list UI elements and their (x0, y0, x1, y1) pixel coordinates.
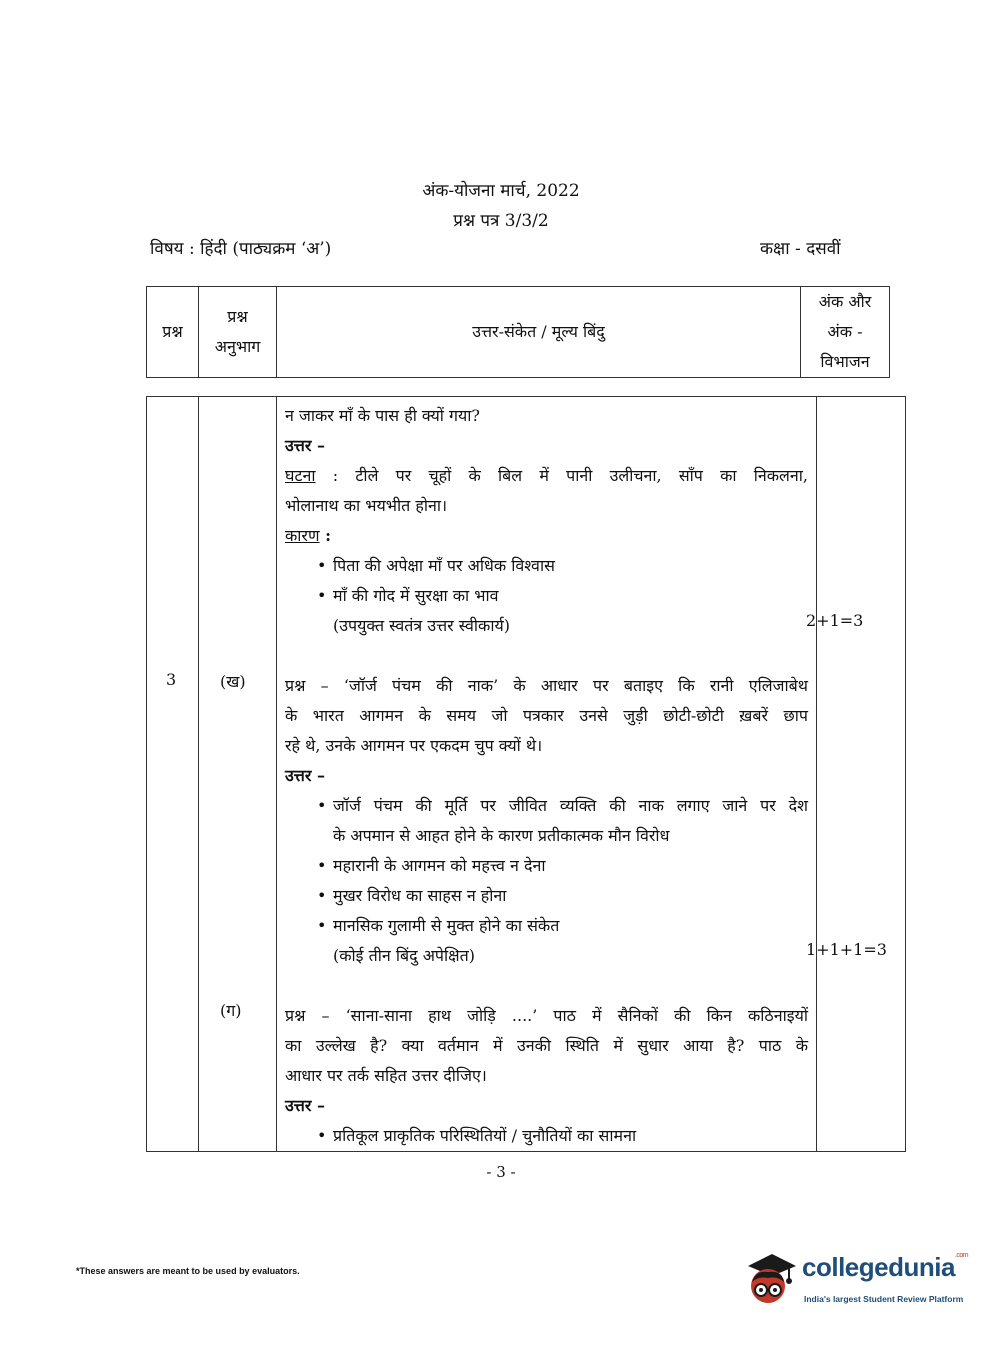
part-label-ga: (ग) (220, 1001, 242, 1020)
answer-line: कारण : (285, 526, 332, 545)
question-number: 3 (166, 670, 177, 689)
question-line: प्रश्न – ‘साना-साना हाथ जोड़ि ....’ पाठ में सैनिकों की किन कठिनाइयों (285, 1006, 808, 1025)
spacer (285, 971, 808, 1001)
marks-value: 1+1+1=3 (806, 940, 887, 959)
col-question: प्रश्न (147, 287, 199, 378)
question-line: प्रश्न – ‘जॉर्ज पंचम की नाक’ के आधार पर बताइए कि रानी एलिजाबेथ (285, 676, 808, 695)
question-line: के भारत आगमन के समय जो पत्रकार उनसे जुड़ी छोटी-छोटी ख़बरें छाप (285, 706, 808, 725)
col-marks: अंक और अंक - विभाजन (801, 287, 890, 378)
bullet-continuation: के अपमान से आहत होने के कारण प्रतीकात्मक मौन विरोध (333, 826, 670, 845)
document-title: अंक-योजना मार्च, 2022 (422, 181, 580, 201)
part-cell (199, 397, 277, 1152)
bullet-item: • महारानी के आगमन को महत्त्व न देना (309, 851, 808, 881)
answer-heading: उत्तर – (285, 436, 325, 455)
paper-code: प्रश्न पत्र 3/3/2 (453, 211, 549, 231)
col-answer: उत्तर-संकेत / मूल्य बिंदु (277, 287, 801, 378)
bullet-item: • मुखर विरोध का साहस न होना (309, 881, 808, 911)
footer-note: *These answers are meant to be used by evaluators. (76, 1266, 300, 1276)
question-cell (147, 397, 199, 1152)
page-number: - 3 - (486, 1163, 516, 1181)
answer-line: घटना : टीले पर चूहों के बिल में पानी उलीचना, साँप का निकलना, (285, 466, 808, 485)
col-part: प्रश्न अनुभाग (199, 287, 277, 378)
logo-wordmark: collegedunia$^{.com}$ (802, 1252, 969, 1282)
bullet-item: • माँ की गोद में सुरक्षा का भाव (309, 581, 808, 611)
collegedunia-logo[interactable] (742, 1250, 972, 1320)
answer-cell (277, 397, 817, 1152)
logo-tagline: India's largest Student Review Platform (804, 1294, 964, 1304)
answer-heading: उत्तर – (285, 1096, 325, 1115)
part-label-kha: (ख) (220, 672, 246, 691)
mascot-icon (742, 1250, 798, 1312)
answer-line: भोलानाथ का भयभीत होना। (285, 496, 448, 515)
answer-note: (कोई तीन बिंदु अपेक्षित) (333, 946, 475, 965)
question-line: रहे थे, उनके आगमन पर एकदम चुप क्यों थे। (285, 736, 543, 755)
marks-cell (817, 397, 906, 1152)
question-line: का उल्लेख है? क्या वर्तमान में उनकी स्थिति में सुधार आया है? पाठ के (285, 1036, 808, 1055)
subject-label: विषय : हिंदी (पाठ्यक्रम ‘अ’) (150, 239, 332, 259)
column-header-table (146, 286, 890, 378)
question-line: आधार पर तर्क सहित उत्तर दीजिए। (285, 1066, 487, 1085)
answer-line: न जाकर माँ के पास ही क्यों गया? (285, 406, 481, 425)
marks-value: 2+1=3 (806, 611, 864, 630)
answer-heading: उत्तर – (285, 766, 325, 785)
answer-table (146, 396, 906, 1152)
class-label: कक्षा - दसवीं (760, 239, 841, 259)
spacer (285, 641, 808, 671)
bullet-item: • पिता की अपेक्षा माँ पर अधिक विश्वास (309, 551, 808, 581)
bullet-item: • मानसिक गुलामी से मुक्त होने का संकेत (309, 911, 808, 941)
bullet-item: • जॉर्ज पंचम की मूर्ति पर जीवित व्यक्ति की नाक लगाए जाने पर देश (309, 791, 808, 821)
answer-note: (उपयुक्त स्वतंत्र उत्तर स्वीकार्य) (333, 616, 510, 635)
bullet-item: • प्रतिकूल प्राकृतिक परिस्थितियों / चुनौतियों का सामना (309, 1121, 808, 1151)
